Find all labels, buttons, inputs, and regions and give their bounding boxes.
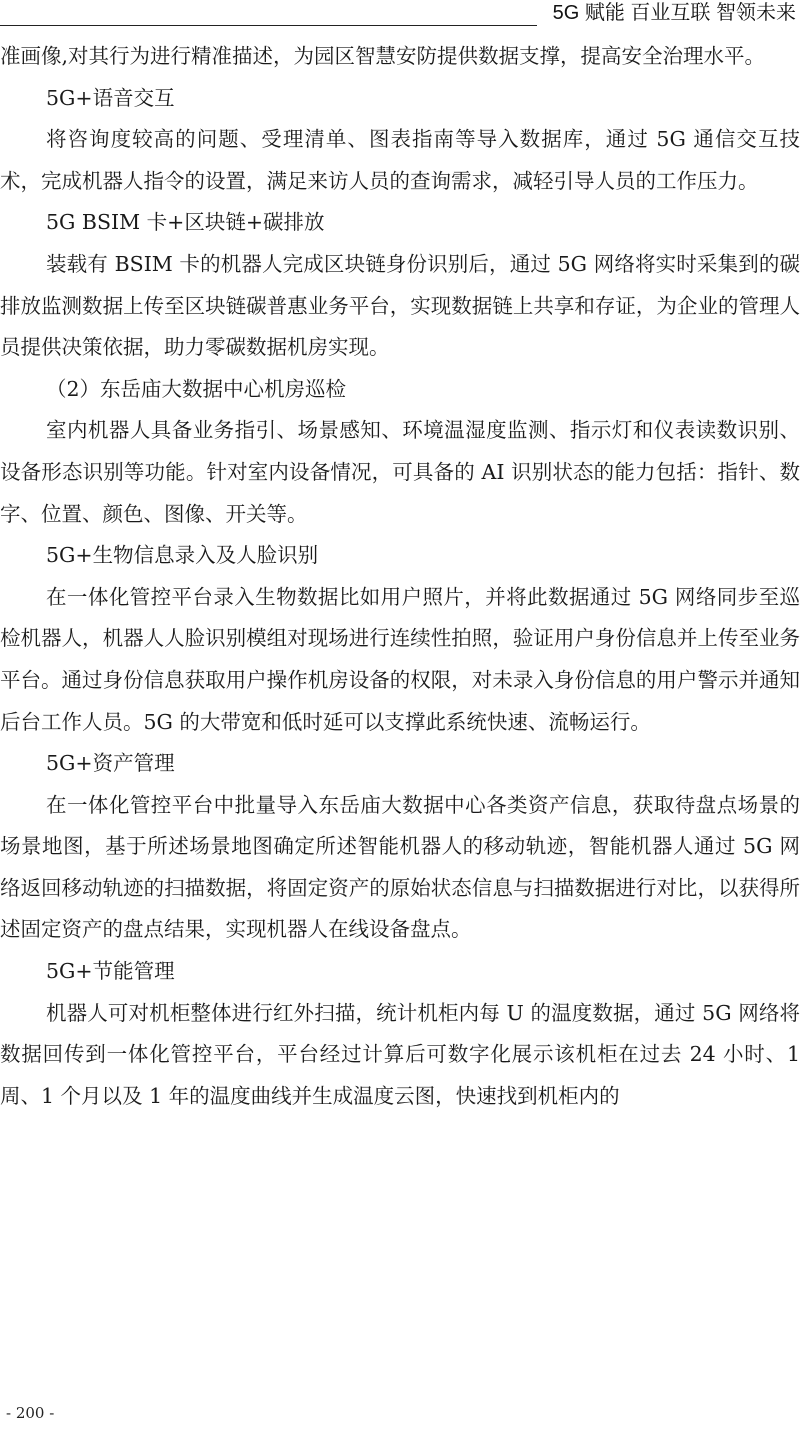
section-heading-voice: 5G+语音交互 [46, 85, 175, 110]
header-rule [0, 25, 537, 26]
section-heading-asset: 5G+资产管理 [46, 751, 175, 776]
section-heading-face: 5G+生物信息录入及人脸识别 [46, 543, 319, 568]
header-title: 5G 赋能 百业互联 智领未来 [552, 2, 796, 24]
paragraph-energy: 机器人可对机柜整体进行红外扫描，统计机柜内每 U 的温度数据，通过 5G 网络将数据回传到一体化管控平台，平台经过计算后可数字化展示该机柜在过去 24 小时、1 周、1 个月以及 1 年的温度曲线并生成温度云图，快速找到机柜内的 [0, 1000, 800, 1108]
paragraph-voice: 将咨询度较高的问题、受理清单、图表指南等导入数据库，通过 5G 通信交互技术，完成机器人指令的设置，满足来访人员的查询需求，减轻引导人员的工作压力。 [0, 127, 800, 193]
paragraph-face: 在一体化管控平台录入生物数据比如用户照片，并将此数据通过 5G 网络同步至巡检机器人，机器人人脸识别模组对现场进行连续性拍照，验证用户身份信息并上传至业务平台。通过身份信息获取用户操作机房设备的权限，对未录入身份信息的用户警示并通知后台工作人员。5G 的大带宽和低时延可以支撑此系统快速、流畅运行。 [0, 584, 800, 734]
paragraph-asset: 在一体化管控平台中批量导入东岳庙大数据中心各类资产信息，获取待盘点场景的场景地图，基于所述场景地图确定所述智能机器人的移动轨迹，智能机器人通过 5G 网络返回移动轨迹的扫描数据，将固定资产的原始状态信息与扫描数据进行对比，以获得所述固定资产的盘点结果，实现机器人在线设备盘点。 [0, 792, 800, 942]
document-body [0, 36, 800, 1117]
page-number: - 200 - [6, 1404, 55, 1422]
paragraph-inspection: 室内机器人具备业务指引、场景感知、环境温湿度监测、指示灯和仪表读数识别、设备形态识别等功能。针对室内设备情况，可具备的 AI 识别状态的能力包括：指针、数字、位置、颜色、图像、开关等。 [0, 418, 800, 526]
page-header [0, 0, 800, 32]
section-heading-energy: 5G+节能管理 [46, 959, 175, 984]
section-heading-bsim: 5G BSIM 卡+区块链+碳排放 [46, 210, 325, 235]
paragraph-continuation: 准画像,对其行为进行精准描述，为园区智慧安防提供数据支撑，提高安全治理水平。 [0, 44, 766, 68]
section-heading-inspection: （2）东岳庙大数据中心机房巡检 [46, 376, 347, 401]
paragraph-bsim: 装载有 BSIM 卡的机器人完成区块链身份识别后，通过 5G 网络将实时采集到的碳排放监测数据上传至区块链碳普惠业务平台，实现数据链上共享和存证，为企业的管理人员提供决策依据，助力零碳数据机房实现。 [0, 251, 800, 360]
